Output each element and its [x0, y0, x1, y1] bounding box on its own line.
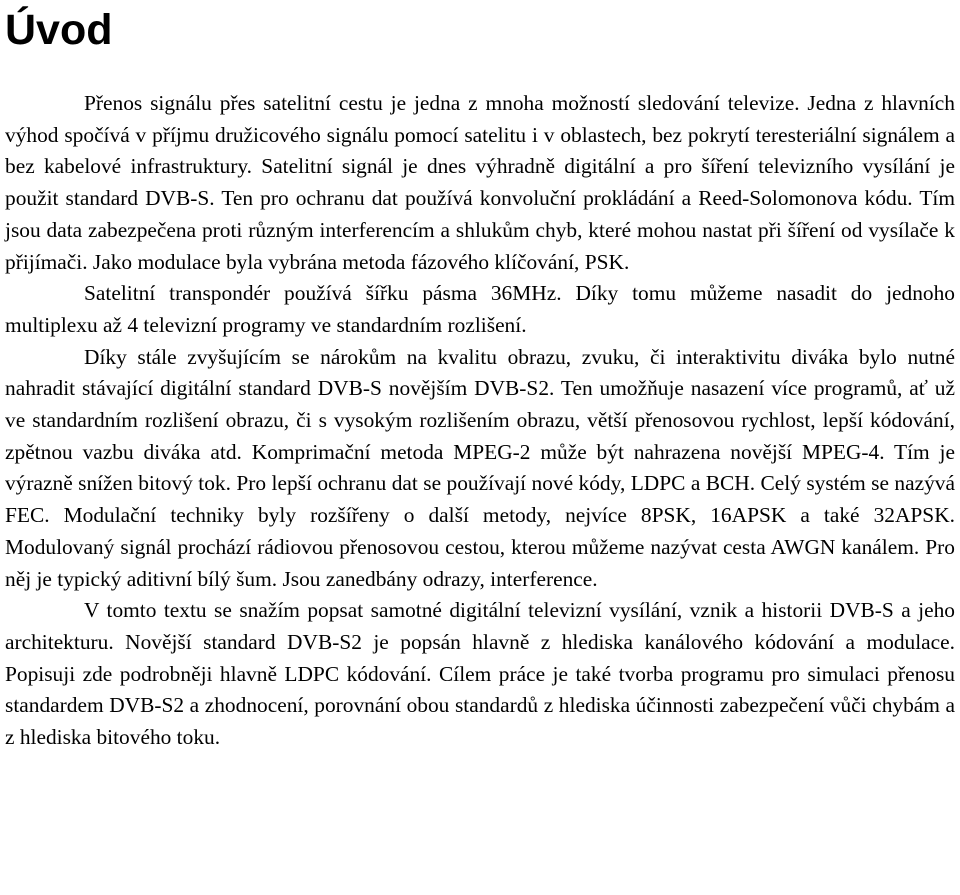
paragraph-dvb-s2: Díky stále zvyšujícím se nárokům na kvalitu obrazu, zvuku, či interaktivitu diváka bylo nutné nahradit stávající digitální standard DVB-S novějším DVB-S2. Ten umožňuje nasazení více programů, ať už ve standardním rozlišení obrazu, či s vysokým rozlišením obrazu, větší přenosovou rychlost, lepší kódování, zpětnou vazbu diváka atd. Komprimační metoda MPEG-2 může být nahrazena novější MPEG-4. Tím je výrazně snížen bitový tok. Pro lepší ochranu dat se používají nové kódy, LDPC a BCH. Celý systém se nazývá FEC. Modulační techniky byly rozšířeny o další metody, nejvíce 8PSK, 16APSK a také 32APSK. Modulovaný signál prochází rádiovou přenosovou cestou, kterou můžeme nazývat cesta AWGN kanálem. Pro něj je typický aditivní bílý šum. Jsou zanedbány odrazy, interference.: [5, 344, 955, 591]
paragraph-transponder: Satelitní transpondér používá šířku pásma 36MHz. Díky tomu můžeme nasadit do jednoho multiplexu až 4 televizní programy ve standardním rozlišení.: [5, 281, 955, 337]
body-text: [5, 88, 955, 754]
section-heading: Úvod: [5, 6, 113, 54]
document-page: [5, 0, 955, 754]
paragraph-goals: V tomto textu se snažím popsat samotné digitální televizní vysílání, vznik a historii DVB-S a jeho architekturu. Novější standard DVB-S2 je popsán hlavně z hlediska kanálového kódování a modulace. Popisuji zde podrobněji hlavně LDPC kódování. Cílem práce je také tvorba programu pro simulaci přenosu standardem DVB-S2 a zhodnocení, porovnání obou standardů z hlediska účinnosti zabezpečení vůči chybám a z hlediska bitového toku.: [5, 598, 955, 750]
paragraph-intro: Přenos signálu přes satelitní cestu je jedna z mnoha možností sledování televize. Jedna z hlavních výhod spočívá v příjmu družicového signálu pomocí satelitu i v oblastech, bez pokrytí teresteriální signálem a bez kabelové infrastruktury. Satelitní signál je dnes výhradně digitální a pro šíření televizního vysílání je použit standard DVB-S. Ten pro ochranu dat používá konvoluční prokládání a Reed-Solomonova kódu. Tím jsou data zabezpečena proti různým interferencím a shlukům chyb, které mohou nastat při šíření od vysílače k přijímači. Jako modulace byla vybrána metoda fázového klíčování, PSK.: [5, 91, 955, 274]
